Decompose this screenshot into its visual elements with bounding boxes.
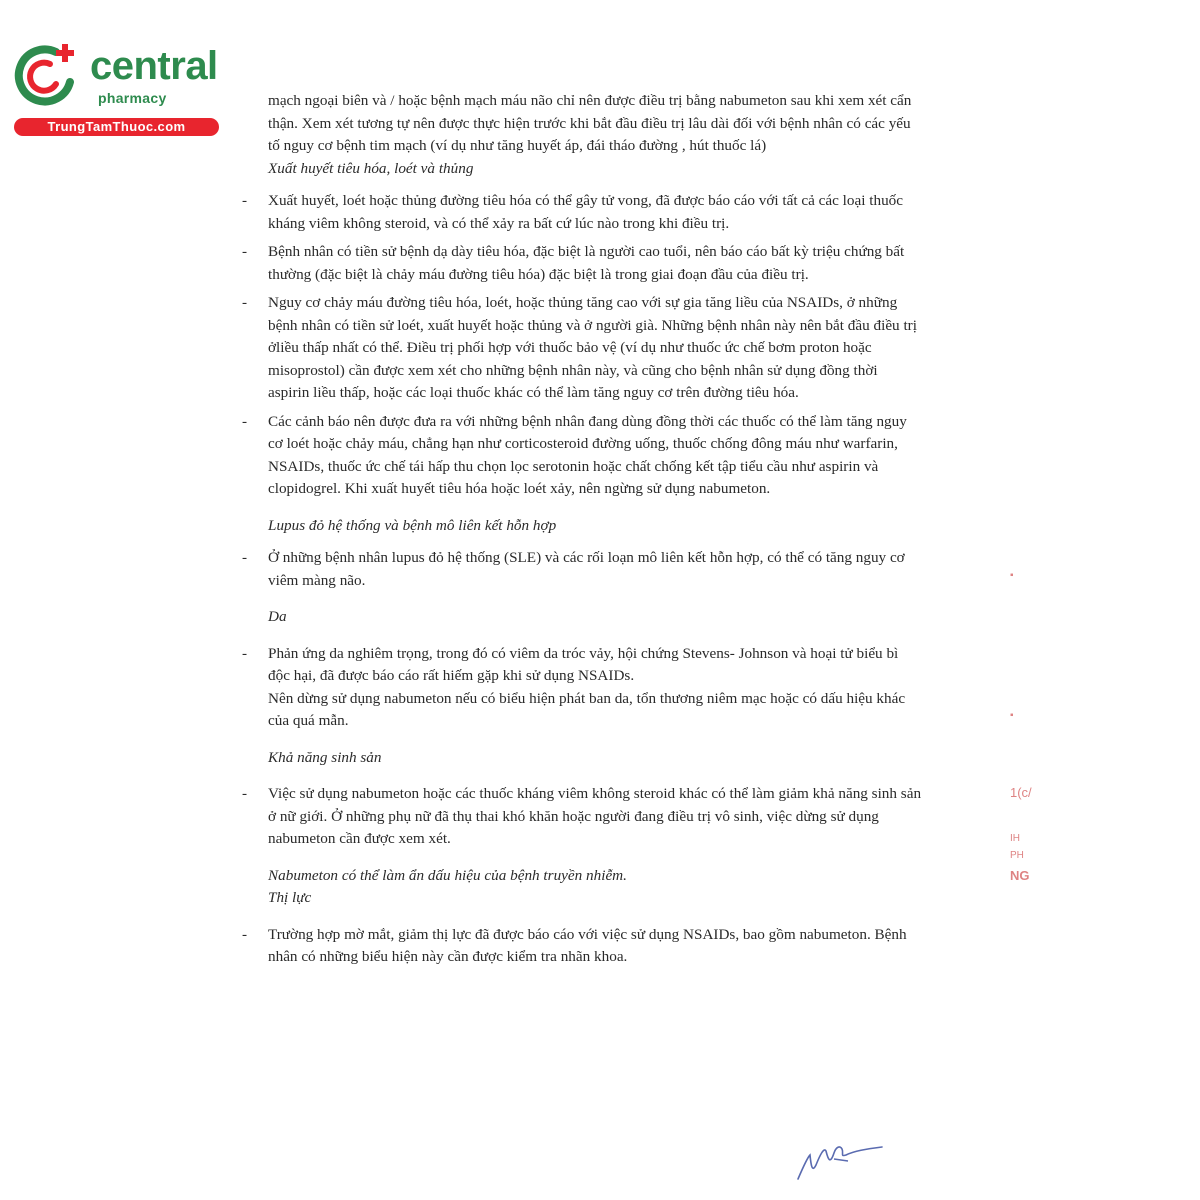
text-line: nabumeton cần được xem xét. [268,830,451,847]
section-heading: Da [268,608,287,625]
stamp-text: IH [1010,833,1020,844]
text-line: aspirin liều thấp, hoặc các loại thuốc khác có thể làm tăng nguy cơ trên đường tiêu hóa. [268,384,799,401]
text-line: NSAIDs, thuốc ức chế tái hấp thu chọn lọc serotonin hoặc chất chống kết tập tiểu cầu như aspirin và [268,457,879,475]
text-line: nhân có những biểu hiện này cần được kiểm tra nhãn khoa. [268,948,628,965]
text-line: Phản ứng da nghiêm trọng, trong đó có viêm da tróc vảy, hội chứng Stevens- Johnson và hoại tử biểu bì [268,644,899,662]
stamp-mark: ▪ [1010,710,1014,721]
logo-website-band[interactable]: TrungTamThuoc.com [14,118,219,136]
bullet-dash: - [242,192,248,209]
bullet-item [228,292,958,405]
central-pharmacy-logo-icon [10,38,80,108]
text-line: cơ loét hoặc chảy máu, chẳng hạn như corticosteroid đường uống, thuốc chống đông máu như warfarin, [268,435,898,452]
bullet-dash: - [242,925,248,943]
text-line: tố nguy cơ bệnh tim mạch (ví dụ như tăng huyết áp, đái tháo đường , hút thuốc lá) [268,137,767,154]
stamp-mark: ▪ [1010,570,1014,581]
central-pharmacy-logo[interactable] [10,38,220,138]
stamp-residue [1004,570,1034,930]
text-line: thận. Xem xét tương tự nên được thực hiện trước khi bắt đầu điều trị lâu dài đối với bệnh nhân có các yếu [268,114,911,132]
bullet-dash: - [242,644,248,662]
text-line: thường (đặc biệt là chảy máu đường tiêu hóa) đặc biệt là trong giai đoạn đầu của điều trị. [268,265,809,283]
section-heading: Lupus đỏ hệ thống và bệnh mô liên kết hỗn hợp [268,516,557,534]
stamp-text: PH [1010,850,1024,861]
bullet-dash: - [242,243,248,260]
text-line: độc hại, đã được báo cáo rất hiếm gặp khi sử dụng NSAIDs. [268,667,635,684]
text-line: bệnh nhân có tiền sử loét, xuất huyết hoặc thủng và ở người già. Những bệnh nhân này nên bắt đầu điều trị [268,316,917,334]
logo-subtitle: pharmacy [98,90,167,106]
text-line: misoprostol) cần được xem xét cho những bệnh nhân này, và cũng cho bệnh nhân sử dụng đồng thời [268,361,878,379]
bullet-item [228,783,958,851]
bullet-item [228,411,958,501]
text-line: kháng viêm không steroid, và có thể xảy ra bất cứ lúc nào trong khi điều trị. [268,214,730,232]
section-subheading: Thị lực [268,889,312,906]
bullet-item [228,190,958,235]
bullet-dash: - [242,412,248,430]
text-line: Việc sử dụng nabumeton hoặc các thuốc kháng viêm không steroid khác có thể làm giảm khả năng sinh sản [268,785,922,802]
text-line: Nên dừng sử dụng nabumeton nếu có biểu hiện phát ban da, tổn thương niêm mạc hoặc có dấu hiệu khác [268,689,906,707]
bullet-item [228,547,958,592]
logo-name: central [90,44,218,88]
text-line: của quá mẫn. [268,712,349,729]
bullet-item [228,924,958,969]
section-heading: Xuất huyết tiêu hóa, loét và thủng [268,159,474,177]
bullet-item [228,643,958,733]
bullet-dash: - [242,294,248,311]
document-page [228,90,958,969]
bullet-item [228,241,958,286]
text-line: Ở những bệnh nhân lupus đỏ hệ thống (SLE) và các rối loạn mô liên kết hỗn hợp, có thể có tăng nguy cơ [268,549,905,566]
handwritten-signature [790,1135,890,1185]
text-line: Bệnh nhân có tiền sử bệnh dạ dày tiêu hóa, đặc biệt là người cao tuổi, nên báo cáo bất kỳ triệu chứng bất [268,243,905,260]
text-line: Xuất huyết, loét hoặc thủng đường tiêu hóa có thể gây tử vong, đã được báo cáo với tất cả các loại thuốc [268,192,903,209]
bullet-dash: - [242,549,248,566]
text-line: Trường hợp mờ mắt, giảm thị lực đã được báo cáo với việc sử dụng NSAIDs, bao gồm nabumeton. Bệnh [268,925,907,943]
stamp-text: NG [1010,868,1030,883]
section-heading: Khả năng sinh sản [268,748,382,766]
text-line: mạch ngoại biên và / hoặc bệnh mạch máu não chỉ nên được điều trị bằng nabumeton sau khi xem xét cẩn [268,92,912,109]
text-line: viêm màng não. [268,571,366,589]
text-line: ở nữ giới. Ở những phụ nữ đã thụ thai khó khăn hoặc người đang điều trị vô sinh, việc dừng sử dụng [268,807,879,825]
intro-paragraph [268,90,958,158]
bullet-dash: - [242,785,248,802]
section-heading: Nabumeton có thể làm ẩn dấu hiệu của bệnh truyền nhiễm. [268,866,627,884]
text-line: ởliều thấp nhất có thể. Điều trị phối hợp với thuốc bảo vệ (ví dụ như thuốc ức chế bơm proton hoặc [268,339,872,356]
text-line: Các cảnh báo nên được đưa ra với những bệnh nhân đang dùng đồng thời các thuốc có thể làm tăng nguy [268,412,907,430]
text-line: Nguy cơ chảy máu đường tiêu hóa, loét, hoặc thủng tăng cao với sự gia tăng liều của NSAIDs, ở những [268,294,898,311]
stamp-text: 1(c/ [1010,785,1032,800]
text-line: clopidogrel. Khi xuất huyết tiêu hóa hoặc loét xảy, nên ngừng sử dụng nabumeton. [268,480,771,497]
